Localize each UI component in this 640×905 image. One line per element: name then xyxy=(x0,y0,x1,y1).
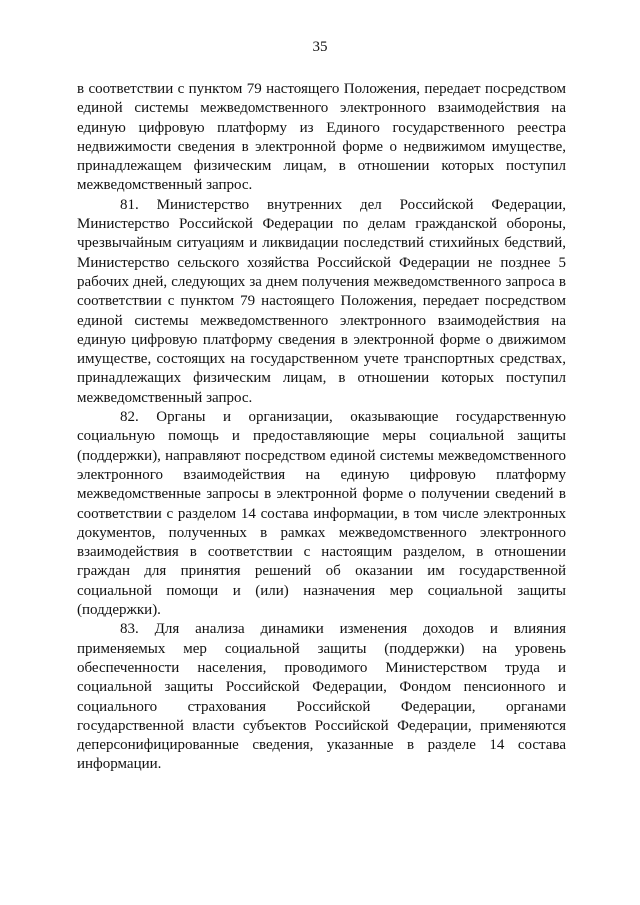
paragraph-81: 81. Министерство внутренних дел Российской Федерации, Министерство Российской Федерации по делам гражданской обороны, чрезвычайным ситуациям и ликвидации последствий стихийных бедствий, Министерство сельского хозяйства Российской Федерации не позднее 5 рабочих дней, следующих за днем получения межведомственного запроса в соответствии с пунктом 79 настоящего Положения, передает посредством единой системы межведомственного электронного взаимодействия на единую цифровую платформу сведения в электронной форме о движимом имуществе, состоящих на государственном учете транспортных средствах, принадлежащих физическим лицам, в отношении которых поступил межведомственный запрос. xyxy=(77,196,566,406)
paragraph-82: 82. Органы и организации, оказывающие государственную социальную помощь и предоставляющие меры социальной защиты (поддержки), направляют посредством единой системы межведомственного электронного взаимодействия на единую цифровую платформу межведомственные запросы в электронной форме о получении сведений в соответствии с разделом 14 состава информации, в том числе электронных документов, полученных в рамках межведомственного электронного взаимодействия в соответствии с настоящим разделом, в отношении граждан для принятия решений об оказании им государственной социальной помощи и (или) назначения мер социальной защиты (поддержки). xyxy=(77,409,566,619)
body-text xyxy=(77,80,566,775)
paragraph-continuation: в соответствии с пунктом 79 настоящего Положения, передает посредством единой системы межведомственного электронного взаимодействия на единую цифровую платформу из Единого государственного реестра недвижимости сведения в электронной форме о недвижимом имуществе, принадлежащем физическим лицам, в отношении которых поступил межведомственный запрос. xyxy=(77,81,566,194)
page-number: 35 xyxy=(312,39,328,55)
paragraph-83: 83. Для анализа динамики изменения доходов и влияния применяемых мер социальной защиты (поддержки) на уровень обеспеченности населения, проводимого Министерством труда и социальной защиты Российской Федерации, Фондом пенсионного и социального страхования Российской Федерации, органами государственной власти субъектов Российской Федерации, применяются деперсонифицированные сведения, указанные в разделе 14 состава информации. xyxy=(77,621,566,773)
